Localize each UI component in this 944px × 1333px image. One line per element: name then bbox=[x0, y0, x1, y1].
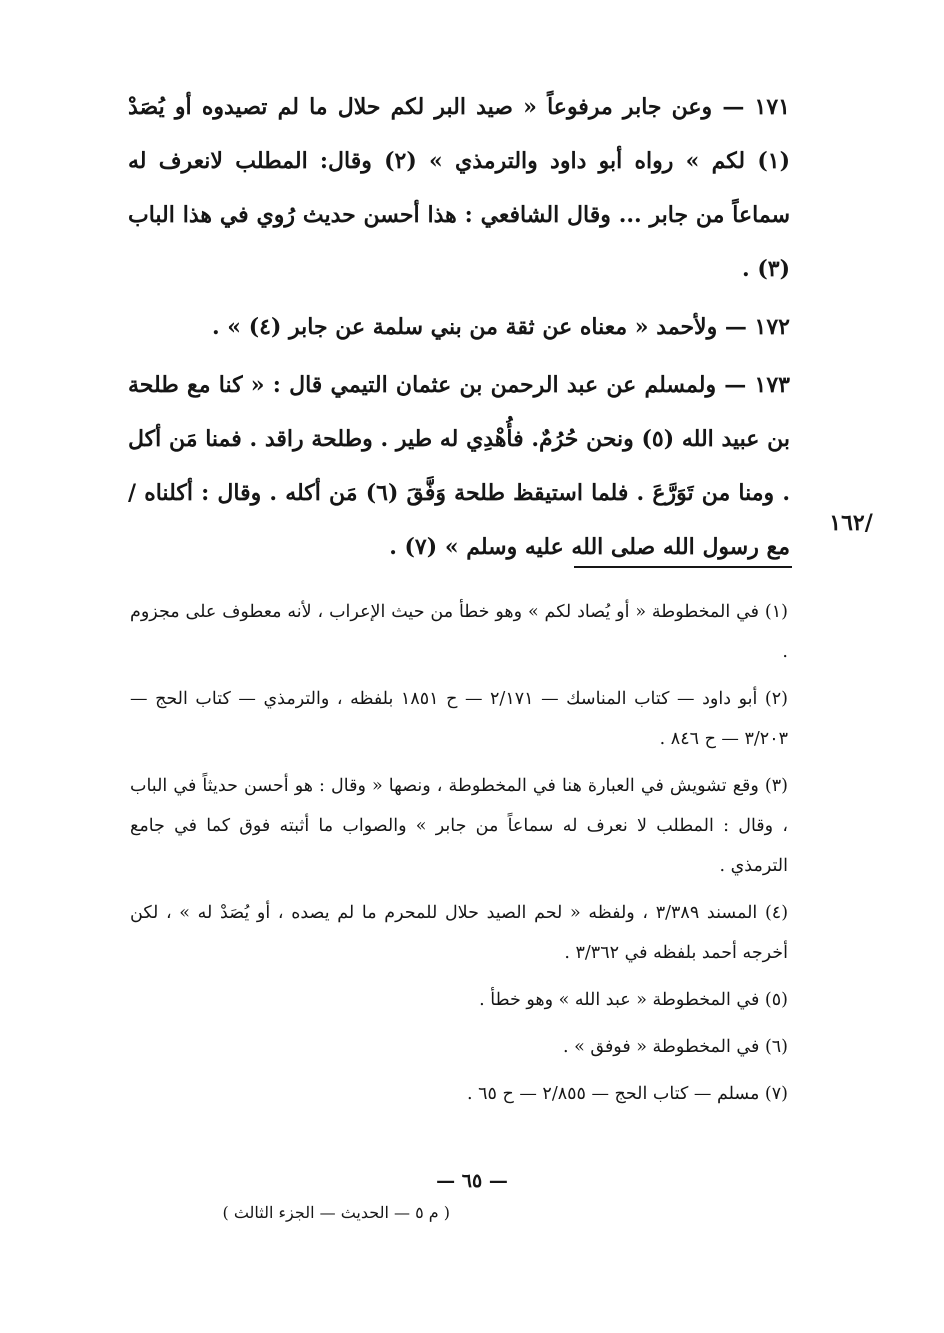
footnote-6: (٦) في المخطوطة « فوفق » . bbox=[562, 1037, 788, 1057]
footnote-divider bbox=[574, 566, 792, 568]
footnote-2: (٢) أبو داود — كتاب المناسك — ٢/١٧١ — ح ١٨٥١ بلفظه ، والترمذي — كتاب الحج — ٣/٢٠٣ — ح ٨٤٦ . bbox=[130, 689, 788, 749]
page-number: — ٦٥ — bbox=[436, 1170, 508, 1192]
footnote-4: (٤) المسند ٣/٣٨٩ ، ولفظه « لحم الصيد حلال للمحرم ما لم يصده ، أو يُصَدْ له » ، لكن أخرجه أحمد بلفظه في ٣/٣٦٢ . bbox=[130, 903, 789, 963]
footnote-5: (٥) في المخطوطة « عبد الله » وهو خطأ . bbox=[479, 990, 788, 1010]
footnote-1: (١) في المخطوطة « أو يُصاد لكم » وهو خطأ من حيث الإعراب ، لأنه معطوف على مجزوم . bbox=[130, 602, 788, 662]
printer-signature: ( م ٥ — الحديث — الجزء الثالث ) bbox=[222, 1203, 450, 1222]
main-text bbox=[128, 80, 790, 578]
hadith-173: ١٧٣ — ولمسلم عن عبد الرحمن بن عثمان التيمي قال : « كنا مع طلحة بن عبيد الله (٥) ونحن حُرُمٌ. فأُهْدِي له طير . وطلحة راقد . فمنا مَن أكل . ومنا من تَوَرَّعَ . فلما استيقظ طلحة وَفَّقَ (٦) مَن أكله . وقال : أكلناه / مع رسول الله صلى الله عليه وسلم » (٧) . bbox=[128, 372, 791, 560]
hadith-172: ١٧٢ — ولأحمد « معناه عن ثقة من بني سلمة عن جابر (٤) » . bbox=[211, 314, 790, 340]
footnote-7: (٧) مسلم — كتاب الحج — ٢/٨٥٥ — ح ٦٥ . bbox=[466, 1084, 788, 1104]
footnotes bbox=[130, 592, 788, 1121]
footnote-3: (٣) وقع تشويش في العبارة هنا في المخطوطة ، ونصها « وقال : هو أحسن حديثاً في الباب ، وقال : المطلب لا نعرف له سماعاً من جابر » والصواب ما أثبته فوق كما في جامع الترمذي . bbox=[130, 776, 788, 876]
manuscript-folio-marker: /١٦٢ bbox=[829, 510, 873, 536]
hadith-171: ١٧١ — وعن جابر مرفوعاً « صيد البر لكم حلال ما لم تصيدوه أو يُصَدْ (١) لكم » رواه أبو داود والترمذي » (٢) وقال: المطلب لانعرف له سماعاً من جابر ... وقال الشافعي : هذا أحسن حديث رُوي في هذا الباب (٣) . bbox=[128, 94, 791, 282]
